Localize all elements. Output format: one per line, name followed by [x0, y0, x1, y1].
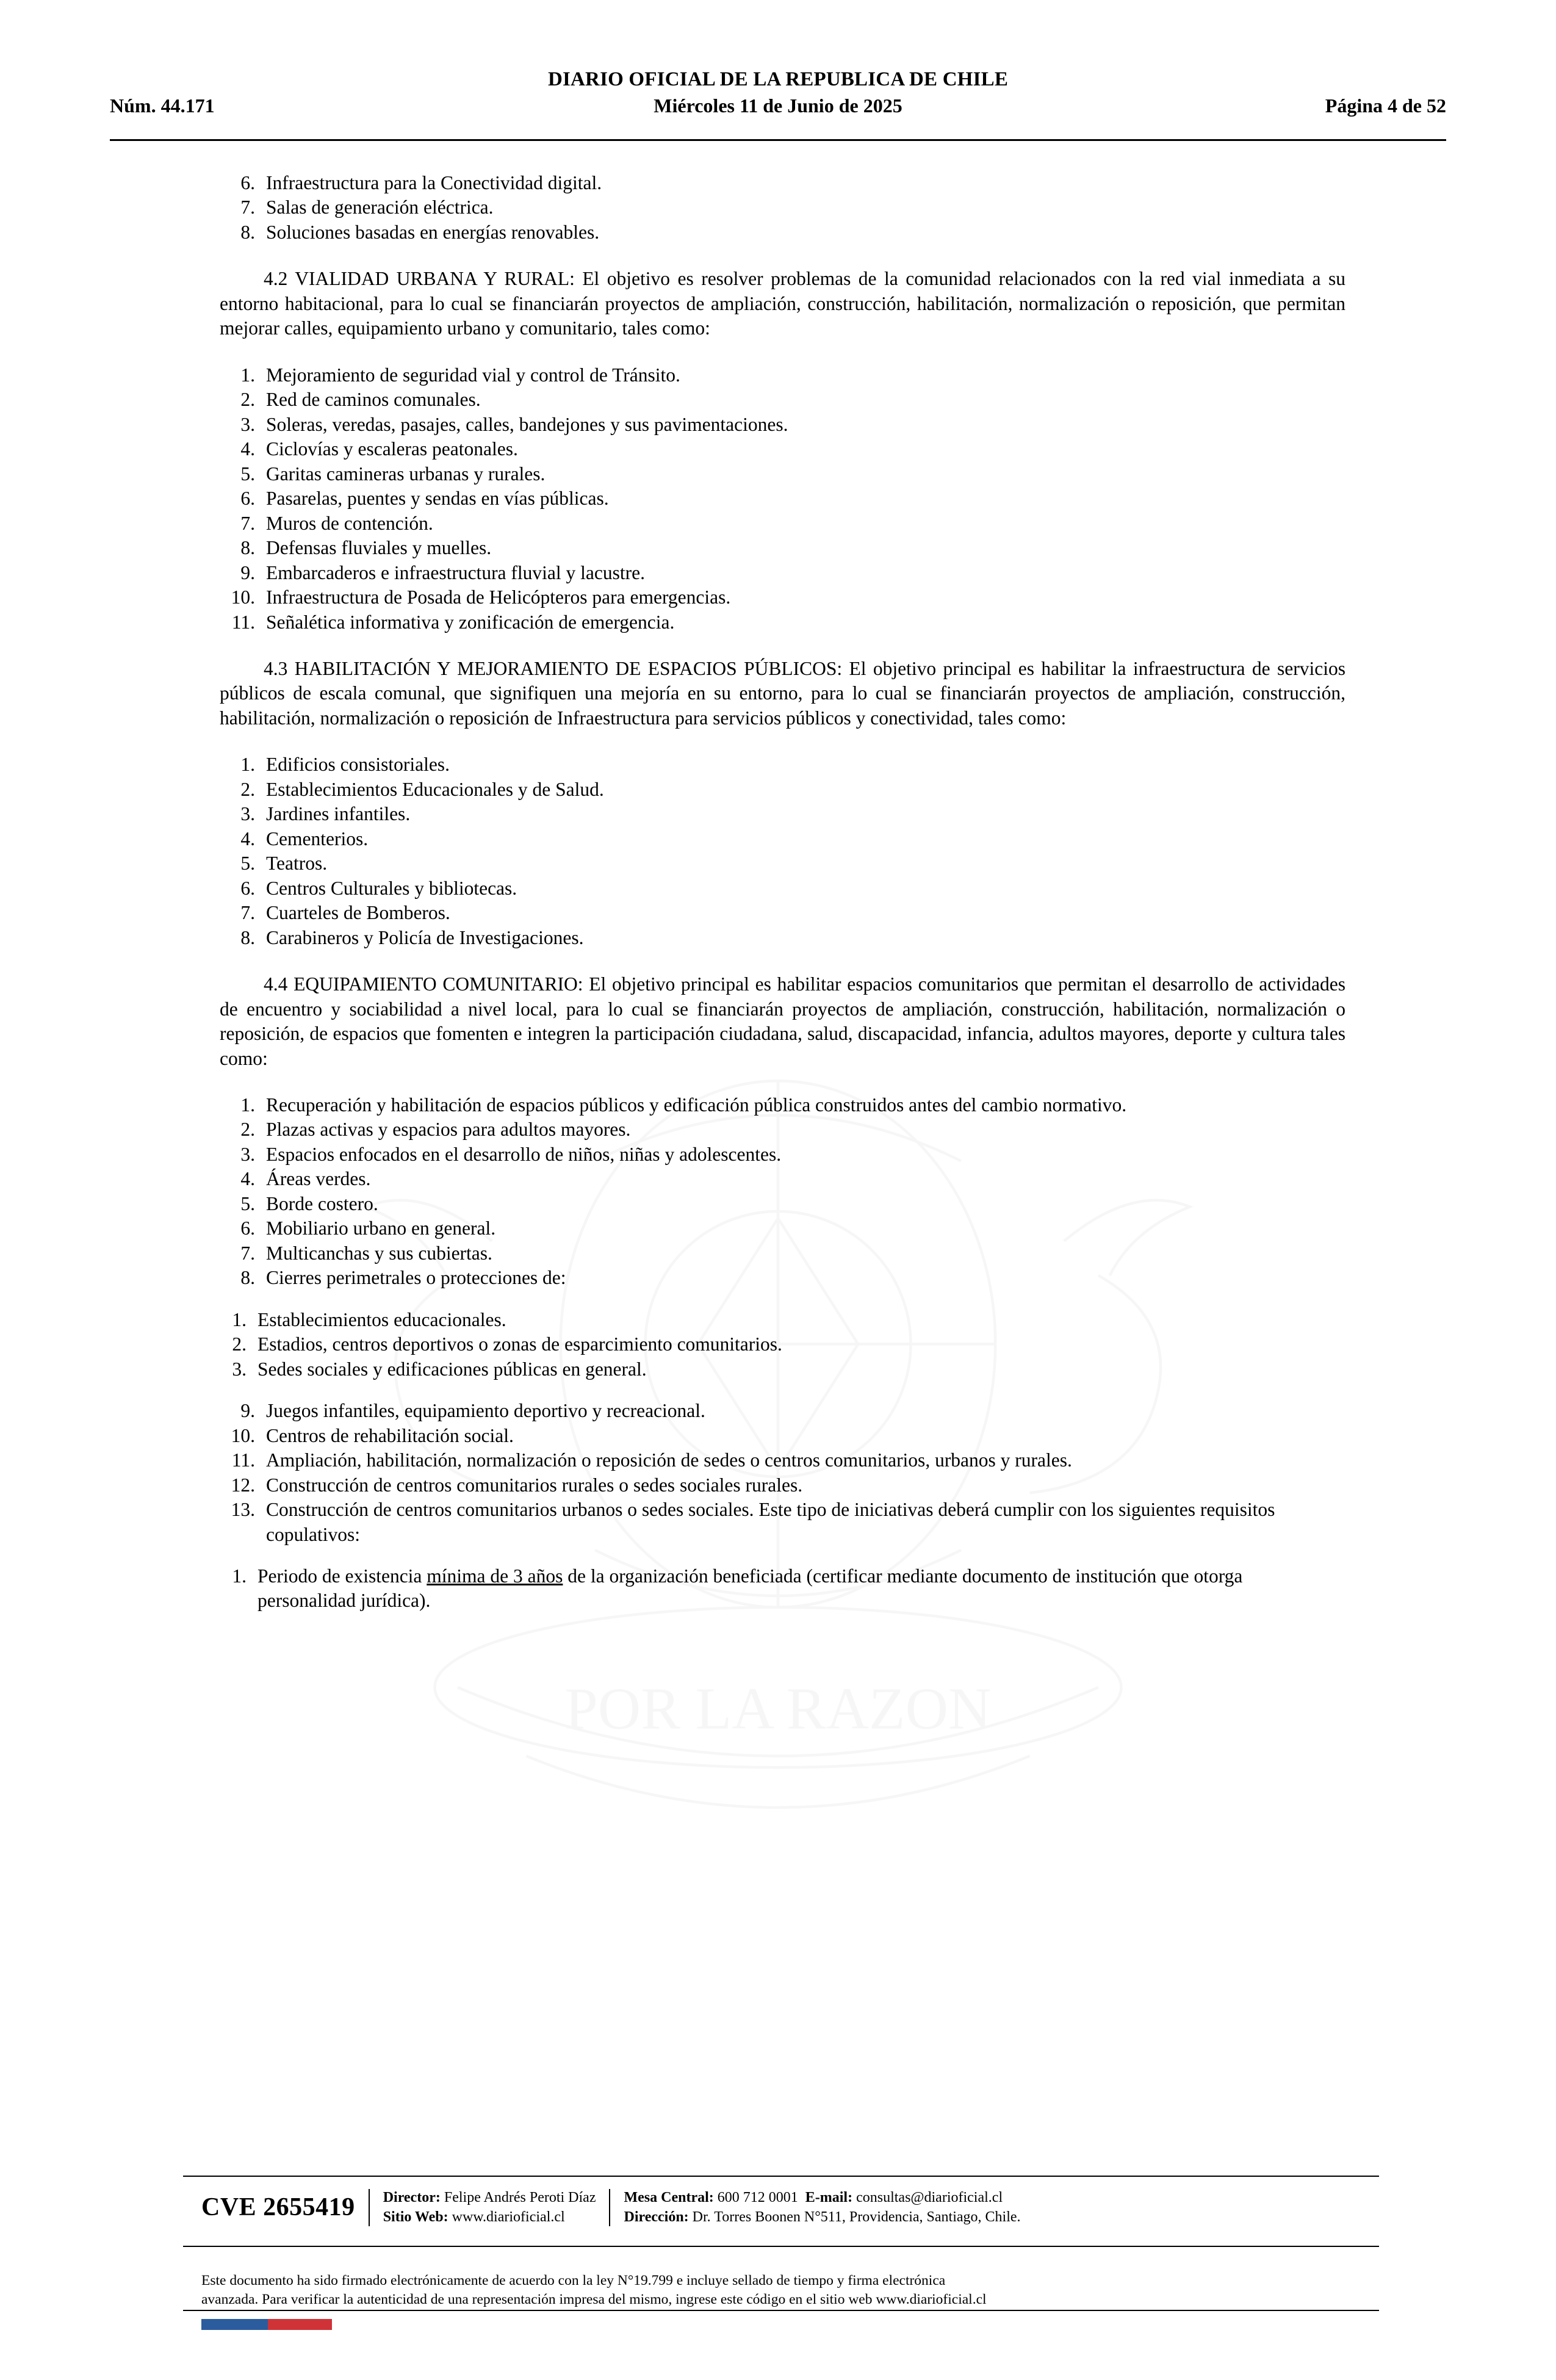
list-item-number: 1.	[240, 1094, 255, 1116]
list-item-text: Plazas activas y espacios para adultos mayores.	[266, 1119, 631, 1141]
footer-site-label: Sitio Web:	[383, 2209, 448, 2226]
section-4-2-paragraph: 4.2 VIALIDAD URBANA Y RURAL: El objetivo es resolver problemas de la comunidad relacionados con la red vial inmediata a su entorno habitacional, para lo cual se financiarán proyectos de ampliación, construcción, habilitación, normalización o reposición, que permitan mejorar calles, equipamiento urbano y comunitario, tales como:	[220, 268, 1345, 339]
list-item-text: Juegos infantiles, equipamiento deportivo y recreacional.	[266, 1400, 705, 1422]
list-item-text: Mobiliario urbano en general.	[266, 1217, 496, 1239]
list-item-text	[258, 1564, 1345, 1614]
requisito-text-pre: Periodo de existencia	[258, 1565, 427, 1587]
section-4-4-paragraph: 4.4 EQUIPAMIENTO COMUNITARIO: El objetivo principal es habilitar espacios comunitarios que permitan el desarrollo de actividades de encuentro y sociabilidad a nivel local, para lo cual se financiarán proyectos de ampliación, construcción, habilitación, normalización o reposición, de espacios que fomenten e integren la participación ciudadana, salud, discapacidad, infancia, adultos mayores, deporte y cultura tales como:	[220, 973, 1345, 1069]
list-item-number: 7.	[240, 902, 255, 924]
cve-code: CVE 2655419	[201, 2193, 355, 2222]
list-item-number: 6.	[240, 172, 255, 193]
list-item-text: Jardines infantiles.	[266, 803, 411, 825]
list-item-number: 2.	[240, 778, 255, 800]
list-item-number: 2.	[232, 1333, 247, 1355]
list-item-text: Ciclovías y escaleras peatonales.	[266, 438, 518, 460]
list-item-text: Señalética informativa y zonificación de emergencia.	[266, 611, 675, 633]
page-header	[110, 68, 1446, 119]
list-item-number: 2.	[240, 389, 255, 411]
list-item	[220, 1332, 1345, 1357]
list-item-number: 6.	[240, 1217, 255, 1239]
list-item-text: Defensas fluviales y muelles.	[266, 537, 492, 559]
section-4-4-requisitos-list	[220, 1564, 1345, 1614]
list-item	[220, 1192, 1345, 1216]
list-item-number: 6.	[240, 488, 255, 510]
list-item-number: 5.	[240, 463, 255, 485]
list-item-number: 3.	[240, 413, 255, 435]
list-item-number: 12.	[231, 1474, 255, 1496]
list-item-text: Establecimientos Educacionales y de Salud.	[266, 778, 604, 800]
list-item-number: 1.	[240, 754, 255, 776]
list-item-number: 7.	[240, 197, 255, 218]
electronic-signature-note	[201, 2271, 1361, 2309]
list-item	[220, 1093, 1345, 1117]
list-item	[220, 1564, 1345, 1614]
list-item-text: Cierres perimetrales o protecciones de:	[266, 1267, 566, 1289]
list-item	[220, 901, 1345, 925]
footer-direccion-label: Dirección:	[624, 2209, 689, 2226]
list-item	[220, 220, 1345, 245]
list-item	[220, 802, 1345, 826]
list-item-number: 8.	[240, 1267, 255, 1289]
list-item-text: Infraestructura para la Conectividad digital.	[266, 172, 602, 193]
section-4-3-paragraph: 4.3 HABILITACIÓN Y MEJORAMIENTO DE ESPACIOS PÚBLICOS: El objetivo principal es habilitar la infraestructura de servicios públicos de escala comunal, que signifiquen una mejoría en su entorno, para lo cual se financiarán proyectos de ampliación, construcción, habilitación, normalización o reposición de Infraestructura para servicios públicos y conectividad, tales como:	[220, 657, 1345, 729]
list-item-number: 2.	[240, 1119, 255, 1141]
list-item-text: Estadios, centros deportivos o zonas de esparcimiento comunitarios.	[258, 1333, 782, 1355]
list-item-text: Espacios enfocados en el desarrollo de niños, niñas y adolescentes.	[266, 1143, 782, 1165]
list-item-number: 11.	[231, 611, 255, 633]
footer-director-line	[383, 2188, 596, 2207]
footer-director-label: Director:	[383, 2190, 441, 2205]
footer-mesa-label: Mesa Central:	[624, 2190, 714, 2205]
section-4-4-sub-list	[220, 1308, 1345, 1382]
signature-note-line-2: avanzada. Para verificar la autenticidad de una representación impresa del mismo, ingrese este código en el sitio web www.diarioficial.cl	[201, 2291, 987, 2307]
list-item	[220, 1117, 1345, 1142]
section-4-4-list-a	[220, 1093, 1345, 1291]
list-item	[220, 1241, 1345, 1266]
list-item-text: Infraestructura de Posada de Helicópteros para emergencias.	[266, 586, 731, 608]
list-item-number: 3.	[232, 1358, 247, 1380]
svg-text:POR LA RAZON: POR LA RAZON	[564, 1676, 992, 1742]
list-item	[220, 462, 1345, 486]
footer-site-value[interactable]: www.diarioficial.cl	[448, 2209, 565, 2226]
list-item-number: 4.	[240, 828, 255, 849]
section-4-3-list	[220, 752, 1345, 950]
list-continued-top	[220, 171, 1345, 245]
footer-mesa-line	[624, 2188, 1020, 2207]
list-item-number: 8.	[240, 537, 255, 559]
list-item-number: 7.	[240, 1242, 255, 1264]
list-item-text: Red de caminos comunales.	[266, 389, 481, 411]
list-item	[220, 1424, 1345, 1448]
requisito-text-post: de la organización beneficiada (certificar mediante documento de institución que otorga personalidad jurídica).	[258, 1565, 1243, 1612]
list-item	[220, 1142, 1345, 1167]
list-item-text: Muros de contención.	[266, 512, 433, 534]
list-item-number: 5.	[240, 1192, 255, 1214]
list-item-text: Sedes sociales y edificaciones públicas en general.	[258, 1358, 647, 1380]
list-item-text: Salas de generación eléctrica.	[266, 197, 494, 218]
list-item	[220, 363, 1345, 388]
list-item-text: Pasarelas, puentes y sendas en vías públicas.	[266, 488, 609, 510]
list-item-number: 4.	[240, 438, 255, 460]
list-item-number: 9.	[240, 561, 255, 583]
footer-direccion-line	[624, 2207, 1020, 2227]
list-item-text: Áreas verdes.	[266, 1168, 371, 1190]
list-item-text: Cementerios.	[266, 828, 369, 849]
list-item	[220, 536, 1345, 560]
issue-date: Miércoles 11 de Junio de 2025	[654, 95, 902, 117]
footer-email-label: E-mail:	[805, 2190, 853, 2205]
flag-white-stripe	[332, 2319, 397, 2330]
list-item-text: Cuarteles de Bomberos.	[266, 902, 450, 924]
list-item	[220, 511, 1345, 536]
list-item-text: Establecimientos educacionales.	[258, 1308, 506, 1330]
list-item-number: 13.	[231, 1499, 255, 1521]
list-item-text: Centros Culturales y bibliotecas.	[266, 877, 517, 899]
footer-divider-bottom	[183, 2310, 1379, 2311]
list-item-text: Recuperación y habilitación de espacios públicos y edificación pública construidos antes del cambio normativo.	[266, 1094, 1127, 1116]
list-item-text: Garitas camineras urbanas y rurales.	[266, 463, 546, 485]
list-item	[220, 1399, 1345, 1423]
list-item-number: 3.	[240, 803, 255, 825]
list-item-text: Soleras, veredas, pasajes, calles, bandejones y sus pavimentaciones.	[266, 413, 788, 435]
list-item-number: 3.	[240, 1143, 255, 1165]
signature-note-line-1: Este documento ha sido firmado electrónicamente de acuerdo con la ley N°19.799 e incluye sellado de tiempo y firma electrónica	[201, 2273, 946, 2288]
list-item-number: 10.	[231, 586, 255, 608]
footer-column-contact	[610, 2188, 1034, 2227]
flag-blue-stripe	[201, 2319, 268, 2330]
list-item	[220, 437, 1345, 461]
list-item	[220, 827, 1345, 851]
list-item	[220, 752, 1345, 777]
list-item-number: 9.	[240, 1400, 255, 1422]
list-item-text: Ampliación, habilitación, normalización o reposición de sedes o centros comunitarios, urbanos y rurales.	[266, 1449, 1072, 1471]
list-item-number: 5.	[240, 853, 255, 874]
list-item-number: 1.	[232, 1565, 247, 1587]
page-indicator: Página 4 de 52	[1325, 95, 1446, 117]
list-item	[220, 926, 1345, 950]
chile-flag-bar	[201, 2319, 397, 2330]
list-item-text: Teatros.	[266, 853, 328, 874]
list-item	[220, 1216, 1345, 1241]
list-item-number: 1.	[232, 1308, 247, 1330]
list-item	[220, 561, 1345, 585]
list-item-text: Mejoramiento de seguridad vial y control de Tránsito.	[266, 364, 680, 386]
list-item-text: Carabineros y Policía de Investigaciones.	[266, 926, 584, 948]
footer-identification	[201, 2188, 1361, 2227]
list-item	[220, 413, 1345, 437]
footer-direccion-value: Dr. Torres Boonen N°511, Providencia, Santiago, Chile.	[688, 2209, 1021, 2226]
section-4-4-list-b	[220, 1399, 1345, 1547]
list-item-text: Edificios consistoriales.	[266, 754, 450, 776]
list-item	[220, 610, 1345, 635]
list-item-number: 7.	[240, 512, 255, 534]
list-item-text: Soluciones basadas en energías renovables.	[266, 221, 600, 243]
header-divider	[110, 139, 1446, 141]
list-item-number: 8.	[240, 926, 255, 948]
requisito-text-underlined: mínima de 3 años	[427, 1565, 563, 1587]
list-item	[220, 777, 1345, 802]
list-item-text: Multicanchas y sus cubiertas.	[266, 1242, 492, 1264]
list-item-number: 1.	[240, 364, 255, 386]
list-item	[220, 585, 1345, 610]
footer-site-line	[383, 2207, 596, 2227]
list-item	[220, 486, 1345, 511]
footer-divider-middle	[183, 2246, 1379, 2247]
list-item	[220, 195, 1345, 220]
list-item-text: Construcción de centros comunitarios rurales o sedes sociales rurales.	[266, 1474, 803, 1496]
list-item-number: 10.	[231, 1424, 255, 1446]
footer-column-director	[370, 2188, 610, 2227]
footer-divider-top	[183, 2176, 1379, 2177]
list-item-text: Centros de rehabilitación social.	[266, 1424, 514, 1446]
footer-director-value: Felipe Andrés Peroti Díaz	[440, 2190, 596, 2205]
list-item-number: 11.	[231, 1449, 255, 1471]
list-item	[220, 1498, 1345, 1547]
list-item	[220, 1266, 1345, 1290]
list-item	[220, 1473, 1345, 1498]
publication-title: DIARIO OFICIAL DE LA REPUBLICA DE CHILE	[547, 68, 1009, 90]
list-item	[220, 876, 1345, 901]
list-item	[220, 388, 1345, 412]
list-item	[220, 1167, 1345, 1191]
footer-mesa-value: 600 712 0001	[713, 2190, 798, 2205]
list-item-number: 4.	[240, 1168, 255, 1190]
document-body	[220, 171, 1345, 1614]
list-item-number: 8.	[240, 221, 255, 243]
list-item	[220, 851, 1345, 876]
flag-red-stripe	[268, 2319, 333, 2330]
list-item-text: Borde costero.	[266, 1192, 378, 1214]
footer-email-value[interactable]: consultas@diarioficial.cl	[852, 2190, 1003, 2205]
list-item	[220, 171, 1345, 195]
issue-number: Núm. 44.171	[110, 95, 215, 117]
list-item-text: Embarcaderos e infraestructura fluvial y lacustre.	[266, 561, 645, 583]
list-item-number: 6.	[240, 877, 255, 899]
list-item	[220, 1448, 1345, 1473]
list-item-text: Construcción de centros comunitarios urbanos o sedes sociales. Este tipo de iniciativas deberá cumplir con los siguientes requisitos copulativos:	[266, 1499, 1275, 1545]
list-item	[220, 1357, 1345, 1382]
section-4-2-list	[220, 363, 1345, 635]
list-item	[220, 1308, 1345, 1332]
